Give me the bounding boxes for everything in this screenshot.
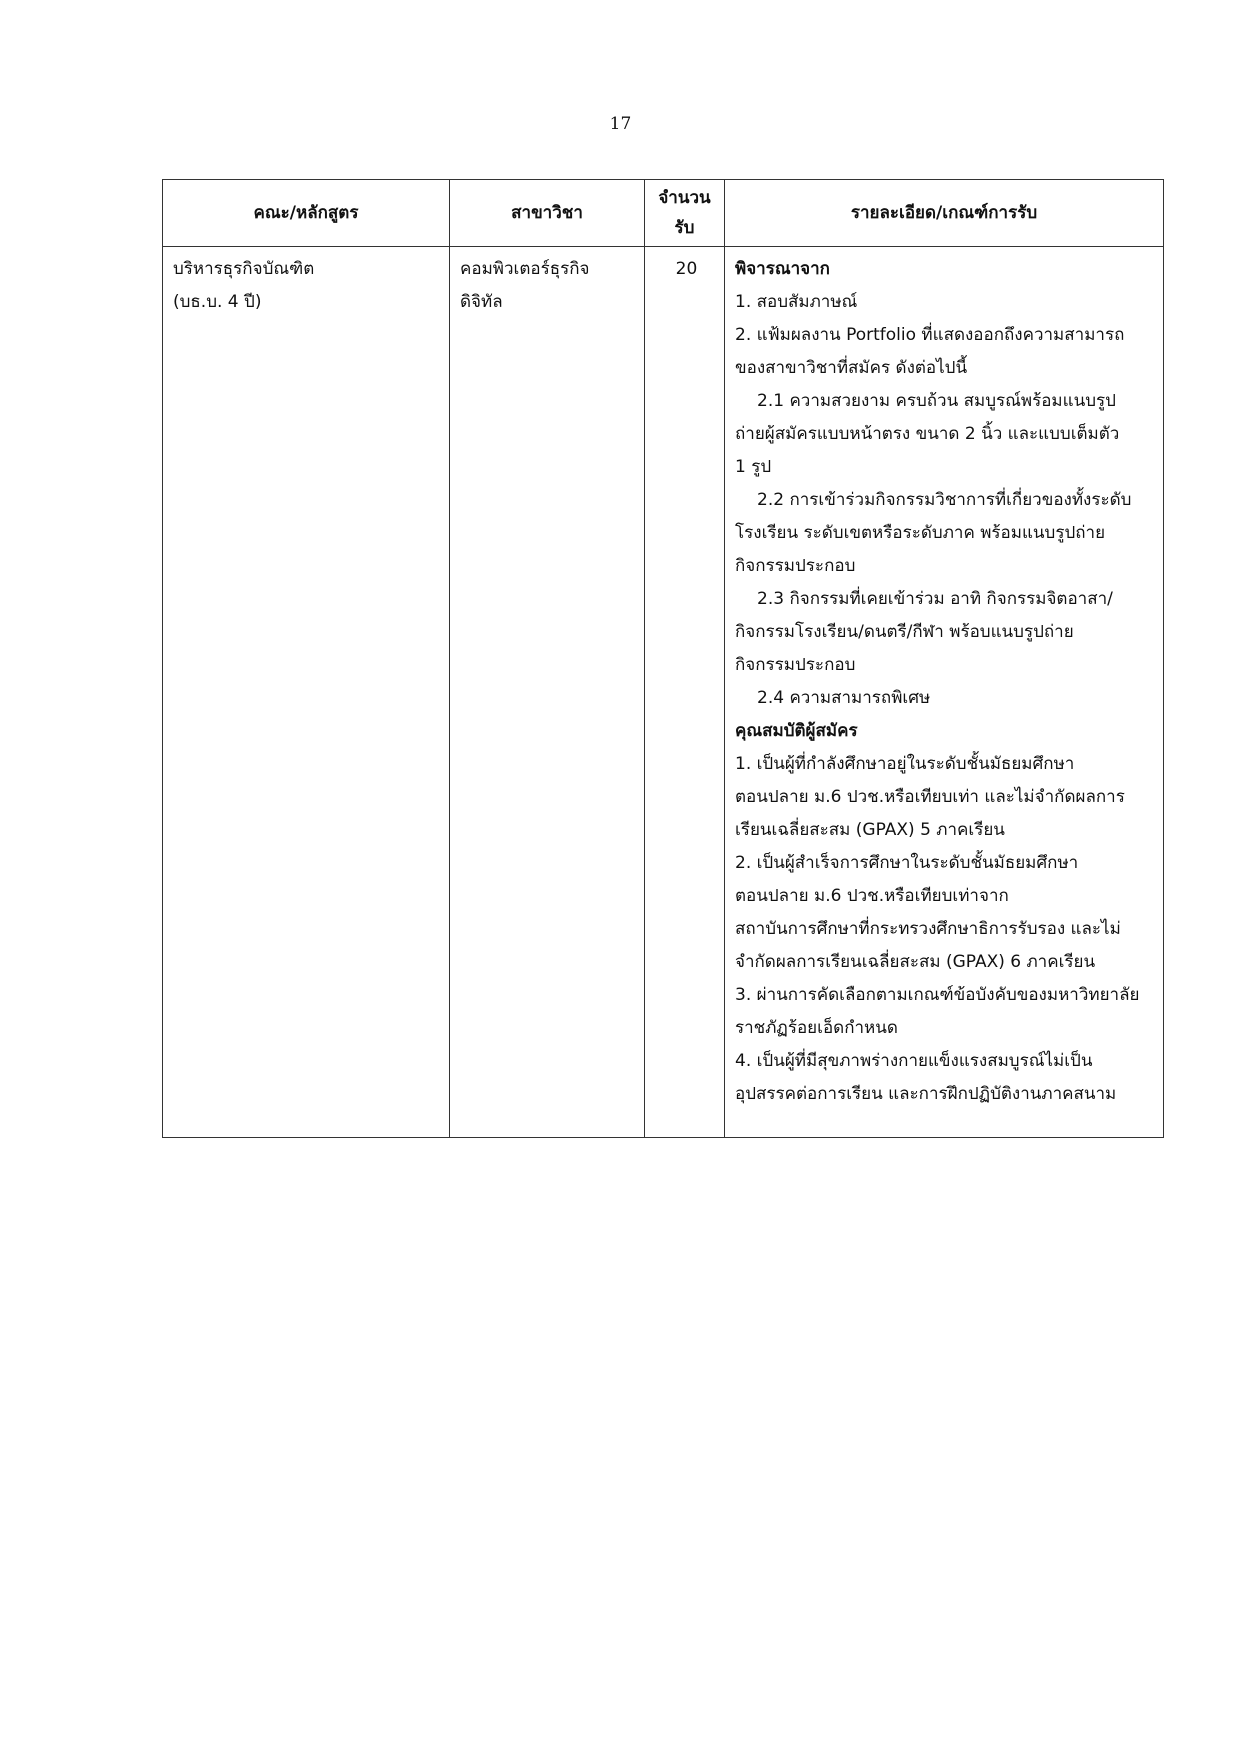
details-cell bbox=[725, 247, 1164, 1138]
qualification-line: จำกัดผลการเรียนเฉลี่ยสะสม (GPAX) 6 ภาคเรียน bbox=[735, 952, 1096, 972]
qualification-line: เรียนเฉลี่ยสะสม (GPAX) 5 ภาคเรียน bbox=[735, 820, 1005, 840]
page-number: 17 bbox=[609, 114, 632, 134]
criteria-line: 2.3 กิจกรรมที่เคยเข้าร่วม อาทิ กิจกรรมจิตอาสา/ bbox=[757, 589, 1113, 609]
seats-cell: 20 bbox=[645, 247, 725, 1138]
qualification-line: 2. เป็นผู้สำเร็จการศึกษาในระดับชั้นมัธยมศึกษา bbox=[735, 853, 1079, 873]
qualification-line: ราชภัฏร้อยเอ็ดกำหนด bbox=[735, 1018, 898, 1038]
faculty-degree: (บธ.บ. 4 ปี) bbox=[173, 292, 262, 312]
qualification-line: สถาบันการศึกษาที่กระทรวงศึกษาธิการรับรอง และไม่ bbox=[735, 919, 1121, 939]
major-cell bbox=[450, 247, 645, 1138]
qualification-line: อุปสรรคต่อการเรียน และการฝึกปฏิบัติงานภาคสนาม bbox=[735, 1084, 1117, 1104]
header-faculty: คณะ/หลักสูตร bbox=[163, 180, 450, 247]
faculty-name: บริหารธุรกิจบัณฑิต bbox=[173, 259, 315, 279]
criteria-line: กิจกรรมประกอบ bbox=[735, 556, 856, 576]
criteria-line: 2. แฟ้มผลงาน Portfolio ที่แสดงออกถึงความสามารถ bbox=[735, 325, 1125, 345]
criteria-line: ถ่ายผู้สมัครแบบหน้าตรง ขนาด 2 นิ้ว และแบบเต็มตัว bbox=[735, 424, 1120, 444]
qualification-line: ตอนปลาย ม.6 ปวช.หรือเทียบเท่า และไม่จำกัดผลการ bbox=[735, 787, 1125, 807]
header-seats-line2: รับ bbox=[674, 218, 695, 238]
qualification-line: 4. เป็นผู้ที่มีสุขภาพร่างกายแข็งแรงสมบูรณ์ไม่เป็น bbox=[735, 1051, 1093, 1071]
major-name-line1: คอมพิวเตอร์ธุรกิจ bbox=[460, 259, 590, 279]
criteria-heading: พิจารณาจาก bbox=[735, 259, 830, 279]
admission-criteria-table bbox=[162, 179, 1164, 1138]
header-details: รายละเอียด/เกณฑ์การรับ bbox=[725, 180, 1164, 247]
criteria-line: ของสาขาวิชาที่สมัคร ดังต่อไปนี้ bbox=[735, 358, 968, 378]
criteria-line: 2.4 ความสามารถพิเศษ bbox=[757, 688, 931, 708]
criteria-line: กิจกรรมประกอบ bbox=[735, 655, 856, 675]
header-major: สาขาวิชา bbox=[450, 180, 645, 247]
header-seats-line1: จำนวน bbox=[658, 188, 711, 208]
faculty-cell bbox=[163, 247, 450, 1138]
qualification-heading: คุณสมบัติผู้สมัคร bbox=[735, 721, 858, 741]
criteria-line: โรงเรียน ระดับเขตหรือระดับภาค พร้อมแนบรูปถ่าย bbox=[735, 523, 1106, 543]
criteria-line: กิจกรรมโรงเรียน/ดนตรี/กีฬา พร้อบแนบรูปถ่าย bbox=[735, 622, 1074, 642]
criteria-line: 1. สอบสัมภาษณ์ bbox=[735, 292, 858, 312]
header-seats bbox=[645, 180, 725, 247]
criteria-line: 1 รูป bbox=[735, 457, 772, 477]
qualification-line: ตอนปลาย ม.6 ปวช.หรือเทียบเท่าจาก bbox=[735, 886, 1009, 906]
criteria-line: 2.2 การเข้าร่วมกิจกรรมวิชาการที่เกี่ยวของทั้งระดับ bbox=[757, 490, 1132, 510]
qualification-line: 1. เป็นผู้ที่กำลังศึกษาอยู่ในระดับชั้นมัธยมศึกษา bbox=[735, 754, 1075, 774]
criteria-line: 2.1 ความสวยงาม ครบถ้วน สมบูรณ์พร้อมแนบรูป bbox=[757, 391, 1116, 411]
qualification-line: 3. ผ่านการคัดเลือกตามเกณฑ์ข้อบังคับของมหาวิทยาลัย bbox=[735, 985, 1140, 1005]
table-row bbox=[163, 247, 1164, 1138]
table-header-row bbox=[163, 180, 1164, 247]
major-name-line2: ดิจิทัล bbox=[460, 292, 503, 312]
